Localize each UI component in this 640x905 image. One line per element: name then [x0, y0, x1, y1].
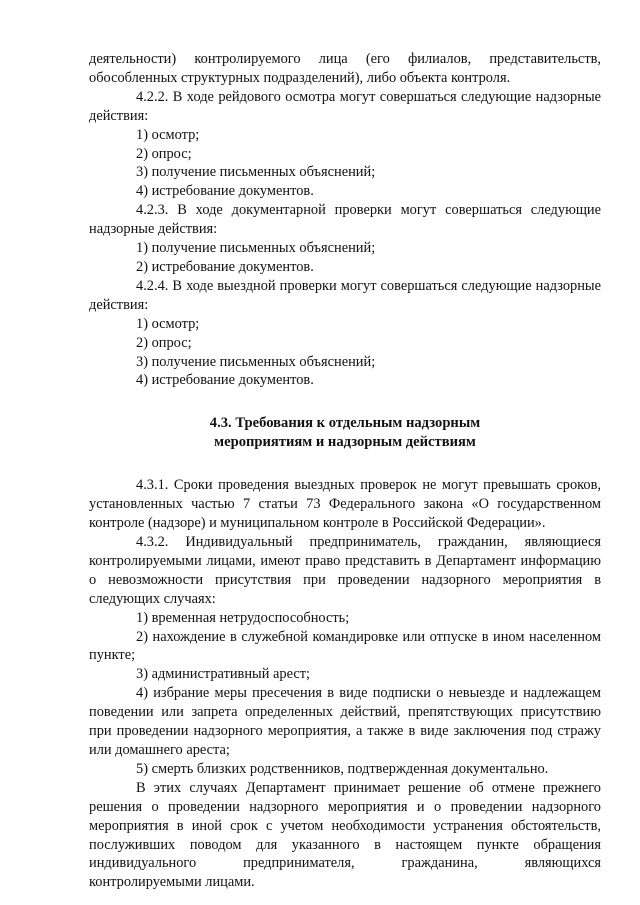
list-item: 2) опрос;	[136, 334, 192, 351]
paragraph: деятельности) контролируемого лица (его филиалов, представительств, обособленных структурных подразделений), либо объекта контроля.	[89, 51, 601, 86]
list-item: 2) опрос;	[136, 145, 192, 162]
list-item: 1) временная нетрудоспособность;	[136, 609, 350, 626]
list-item: 2) нахождение в служебной командировке или отпуске в ином населенном пункте;	[89, 628, 601, 664]
section-heading-line2: мероприятиям и надзорным действиям	[214, 434, 476, 451]
paragraph: контролируемыми лицами.	[89, 874, 255, 891]
list-item: 5) смерть близких родственников, подтвержденная документально.	[136, 760, 549, 777]
paragraph: 4.3.1. Сроки проведения выездных проверок не могут превышать сроков, установленных частью 7 статьи 73 Федерального закона «О государственном контроле (надзоре) и муниципальном контроле в Российской Федерации».	[89, 477, 601, 532]
list-item: 3) получение письменных объяснений;	[136, 353, 376, 370]
section-heading	[89, 414, 601, 452]
list-item: 4) истребование документов.	[136, 183, 314, 200]
list-item: 4) истребование документов.	[136, 372, 314, 389]
paragraph: 4.2.4. В ходе выездной проверки могут совершаться следующие надзорные действия:	[89, 277, 601, 313]
list-item: 3) административный арест;	[136, 666, 311, 683]
list-item: 1) осмотр;	[136, 126, 200, 143]
list-item: 1) получение письменных объяснений;	[136, 240, 376, 257]
paragraph: 4.3.2. Индивидуальный предприниматель, гражданин, являющиеся контролируемыми лицами, имеют право представить в Департамент информацию о невозможности присутствия при проведении надзорного мероприятия в следующих случаях:	[89, 534, 601, 607]
paragraph: 4.2.2. В ходе рейдового осмотра могут совершаться следующие надзорные действия:	[89, 88, 601, 124]
paragraph: 4.2.3. В ходе документарной проверки могут совершаться следующие надзорные действия:	[89, 202, 601, 238]
document-body	[89, 50, 601, 892]
list-item: 4) избрание меры пресечения в виде подписки о невыезде и надлежащем поведении или запрета определенных действий, препятствующих присутствию при проведении надзорного мероприятия, а также в виде заключения под стражу или домашнего ареста;	[89, 685, 601, 758]
list-item: 2) истребование документов.	[136, 258, 314, 275]
paragraph: В этих случаях Департамент принимает решение об отмене прежнего решения о проведении надзорного мероприятия и о проведении надзорного мероприятия в иной срок с учетом необходимости устранения обстоятельств, послуживших поводом для указанного в настоящем пункте обращения индивидуального предпринимателя, гражданина, являющихся	[89, 779, 601, 872]
list-item: 1) осмотр;	[136, 315, 200, 332]
section-heading-line1: 4.3. Требования к отдельным надзорным	[209, 415, 481, 432]
list-item: 3) получение письменных объяснений;	[136, 164, 376, 181]
